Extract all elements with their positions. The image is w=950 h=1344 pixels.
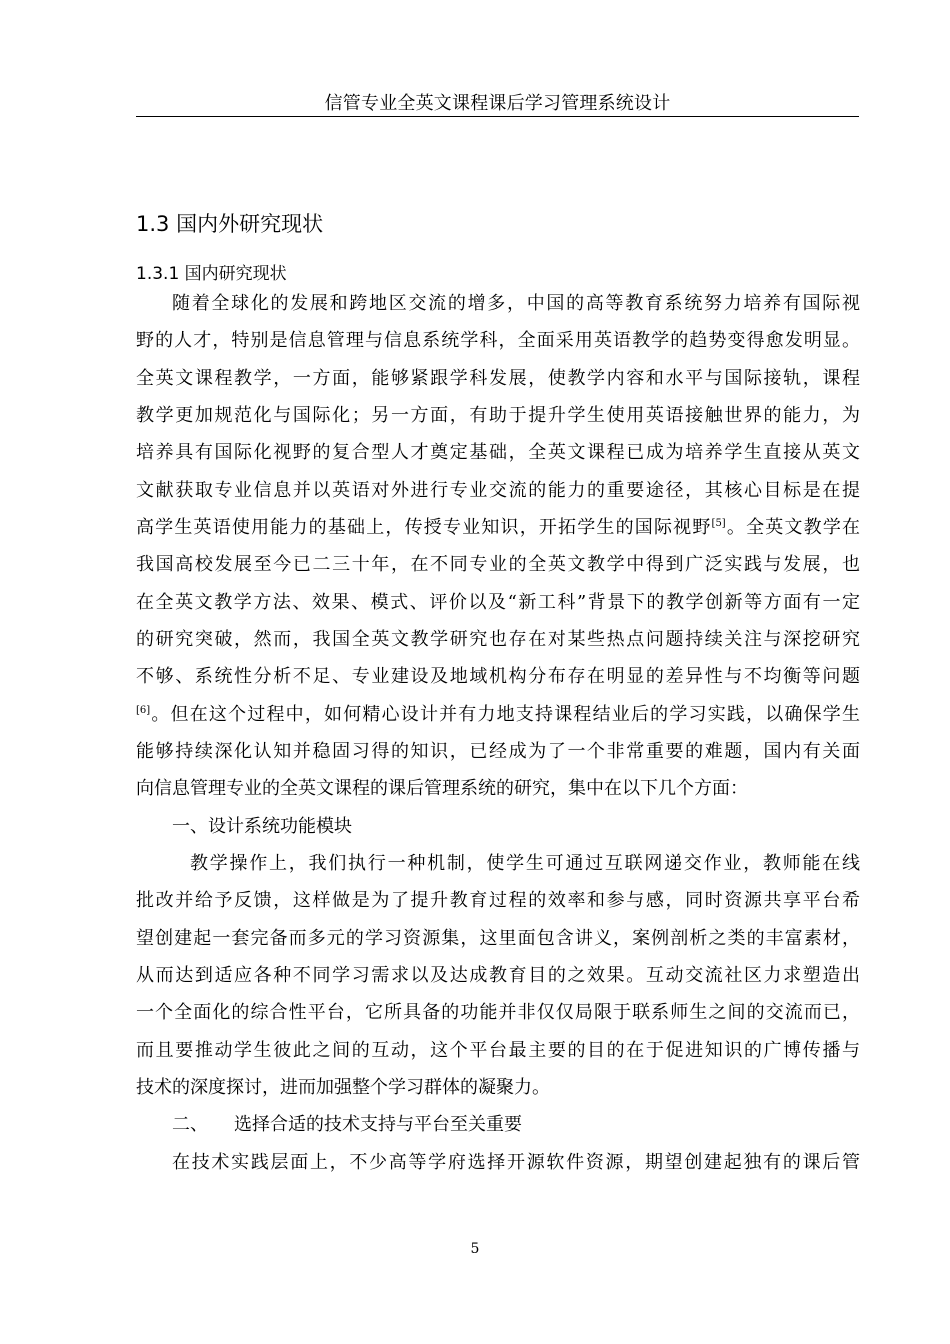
paragraph-line: 技术的深度探讨，进而加强整个学习群体的凝聚力。 xyxy=(136,1077,550,1098)
paragraph-line: 从而达到适应各种不同学习需求以及达成教育目的之效果。互动交流社区力求塑造出 xyxy=(136,965,860,986)
paragraph-line: 我国高校发展至今已二三十年，在不同专业的全英文教学中得到广泛实践与发展，也 xyxy=(136,554,860,575)
paragraph-line: 全英文课程教学，一方面，能够紧跟学科发展，使教学内容和水平与国际接轨，课程 xyxy=(136,368,860,389)
paragraph-line: 野的人才，特别是信息管理与信息系统学科，全面采用英语教学的趋势变得愈发明显。 xyxy=(136,330,860,351)
paragraph-line: 能够持续深化认知并稳固习得的知识，已经成为了一个非常重要的难题，国内有关面 xyxy=(136,741,860,762)
paragraph-line-with-citation xyxy=(136,703,860,727)
paragraph-line: 的研究突破，然而，我国全英文教学研究也存在对某些热点问题持续关注与深挖研究 xyxy=(136,629,860,650)
paragraph-text: 。但在这个过程中，如何精心设计并有力地支持课程结业后的学习实践，以确保学生 xyxy=(150,704,860,725)
paragraph-line: 而且要推动学生彼此之间的互动，这个平台最主要的目的在于促进知识的广博传播与 xyxy=(136,1040,860,1061)
citation-5: [5] xyxy=(711,518,726,529)
paragraph-line: 不够、系统性分析不足、专业建设及地域机构分布存在明显的差异性与不均衡等问题 xyxy=(136,666,860,687)
paragraph-line: 望创建起一套完备而多元的学习资源集，这里面包含讲义，案例剖析之类的丰富素材， xyxy=(136,928,860,949)
paragraph-line: 随着全球化的发展和跨地区交流的增多，中国的高等教育系统努力培养有国际视 xyxy=(172,293,860,314)
list-item-heading xyxy=(172,1113,860,1137)
paragraph-line: 批改并给予反馈，这样做是为了提升教育过程的效率和参与感，同时资源共享平台希 xyxy=(136,890,860,911)
paragraph-line: 在技术实践层面上，不少高等学府选择开源软件资源，期望创建起独有的课后管 xyxy=(172,1152,860,1173)
section-heading: 1.3 国内外研究现状 xyxy=(136,212,324,236)
header-rule xyxy=(136,116,859,117)
paragraph-line: 教学更加规范化与国际化；另一方面，有助于提升学生使用英语接触世界的能力，为 xyxy=(136,405,860,426)
citation-6: [6] xyxy=(136,705,151,716)
paragraph-line: 教学操作上，我们执行一种机制，使学生可通过互联网递交作业，教师能在线 xyxy=(190,853,860,874)
paragraph-line: 一个全面化的综合性平台，它所具备的功能并非仅仅局限于联系师生之间的交流而已， xyxy=(136,1002,860,1023)
paragraph-line: 向信息管理专业的全英文课程的课后管理系统的研究，集中在以下几个方面： xyxy=(136,778,748,799)
list-number: 二、 xyxy=(172,1114,208,1135)
page-number: 5 xyxy=(470,1241,480,1257)
paragraph-text: 。全英文教学在 xyxy=(725,517,861,538)
paragraph-line: 在全英文教学方法、效果、模式、评价以及“新工科”背景下的教学创新等方面有一定 xyxy=(136,592,860,613)
subsection-heading: 1.3.1 国内研究现状 xyxy=(136,264,287,284)
list-item-heading: 一、设计系统功能模块 xyxy=(172,816,352,837)
list-label: 选择合适的技术支持与平台至关重要 xyxy=(234,1114,522,1135)
paragraph-line: 培养具有国际化视野的复合型人才奠定基础，全英文课程已成为培养学生直接从英文 xyxy=(136,442,860,463)
paragraph-line: 文献获取专业信息并以英语对外进行专业交流的能力的重要途径，其核心目标是在提 xyxy=(136,480,860,501)
running-header: 信管专业全英文课程课后学习管理系统设计 xyxy=(324,93,671,114)
paragraph-text: 高学生英语使用能力的基础上，传授专业知识，开拓学生的国际视野 xyxy=(136,517,712,538)
paragraph-line-with-citation xyxy=(136,516,860,540)
